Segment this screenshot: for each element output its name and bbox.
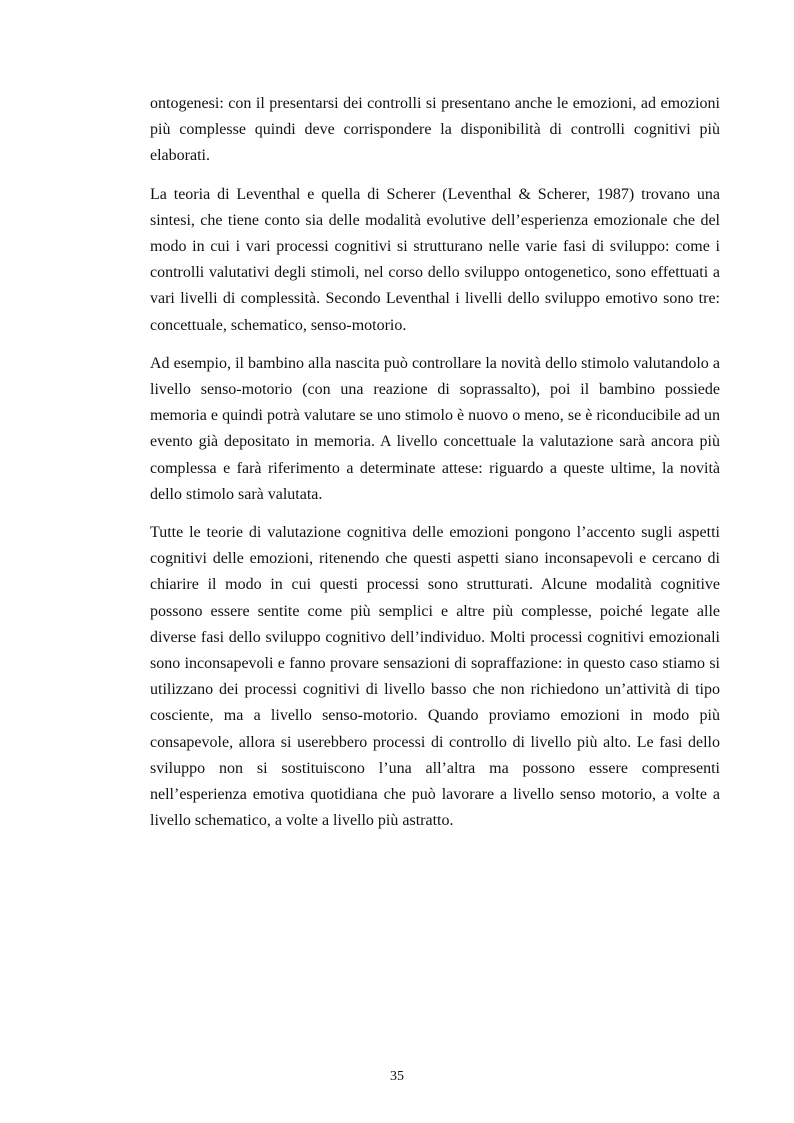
paragraph-3: Ad esempio, il bambino alla nascita può controllare la novità dello stimolo valutandolo a livello senso-motorio (con una reazione di soprassalto), poi il bambino possiede memoria e quindi potrà valutare se uno stimolo è nuovo o meno, se è riconducibile ad un evento già depositato in memoria. A livello concettuale la valutazione sarà ancora più complessa e farà riferimento a determinate attese: riguardo a queste ultime, la novità dello stimolo sarà valutata.: [150, 354, 720, 503]
paragraph-2: La teoria di Leventhal e quella di Scherer (Leventhal & Scherer, 1987) trovano una sintesi, che tiene conto sia delle modalità evolutive dell’esperienza emozionale che del modo in cui i vari processi cognitivi si strutturano nelle varie fasi di sviluppo: come i controlli valutativi degli stimoli, nel corso dello sviluppo ontogenetico, sono effettuati a vari livelli di complessità. Secondo Leventhal i livelli dello sviluppo emotivo sono tre: concettuale, schematico, senso-motorio.: [150, 185, 720, 334]
paragraph-1: ontogenesi: con il presentarsi dei controlli si presentano anche le emozioni, ad emozioni più complesse quindi deve corrispondere la disponibilità di controlli cognitivi più elaborati.: [150, 95, 720, 165]
paragraph-4: Tutte le teorie di valutazione cognitiva delle emozioni pongono l’accento sugli aspetti cognitivi delle emozioni, ritenendo che questi aspetti siano inconsapevoli e cercano di chiarire il modo in cui questi processi sono strutturati. Alcune modalità cognitive possono essere sentite come più semplici e altre più complesse, poiché legate alle diverse fasi dello sviluppo cognitivo dell’individuo. Molti processi cognitivi emozionali sono inconsapevoli e fanno provare sensazioni di sopraffazione: in questo caso stiamo si utilizzano dei processi cognitivi di livello basso che non richiedono un’attività di tipo cosciente, ma a livello senso-motorio. Quando proviamo emozioni in modo più consapevole, allora si userebbero processi di controllo di livello più alto. Le fasi dello sviluppo non si sostituiscono l’una all’altra ma possono essere compresenti nell’esperienza emotiva quotidiana che può lavorare a livello senso motorio, a volte a livello schematico, a volte a livello più astratto.: [150, 524, 720, 830]
page-body: [150, 91, 720, 846]
page-number: 35: [390, 1069, 404, 1084]
